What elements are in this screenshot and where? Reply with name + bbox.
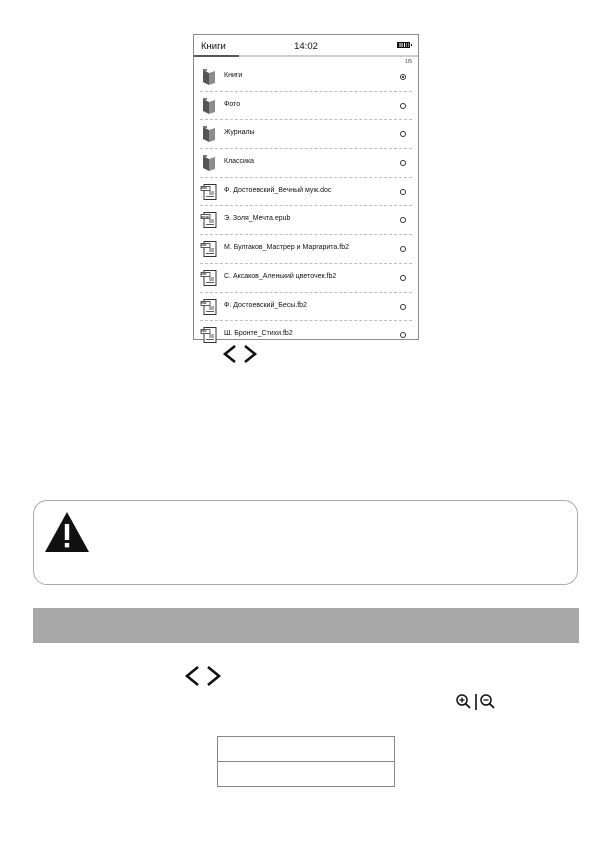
item-label: Ф. Достоевский_Вечный муж.doc [224,186,332,194]
select-radio[interactable] [400,74,406,80]
page-indicator: 1/5 [405,59,412,65]
item-label: Книги [224,72,243,79]
zoom-icons [455,693,501,716]
file-type-badge: FB2 [201,330,207,334]
item-label: Классика [224,158,255,166]
file-type-badge: FB2 [201,244,207,248]
document-icon [200,326,218,344]
item-label: Фото [224,100,241,108]
select-radio[interactable] [400,189,406,195]
document-icon [200,183,218,201]
zoom-out-icon [481,695,494,708]
document-icon [200,240,218,258]
ereader-screen [193,34,419,340]
select-radio[interactable] [400,332,406,338]
list-item[interactable] [200,92,412,121]
select-radio[interactable] [400,217,406,223]
list-item[interactable] [200,120,412,149]
folder-icon [200,125,218,143]
clock: 14:02 [294,41,318,52]
file-type-badge: DOC [201,186,208,190]
select-radio[interactable] [400,246,406,252]
item-label: Журналы [224,129,255,137]
warning-triangle-icon [43,510,91,559]
select-radio[interactable] [400,304,406,310]
document-icon [200,269,218,287]
list-item[interactable] [200,149,412,178]
select-radio[interactable] [400,275,406,281]
file-type-badge: EPUB [201,215,209,219]
folder-icon [200,68,218,86]
file-type-badge: FB2 [201,301,207,305]
document-icon [200,298,218,316]
list-item[interactable] [200,264,412,293]
empty-table [217,736,395,787]
list-item[interactable] [200,63,412,92]
select-radio[interactable] [400,160,406,166]
select-radio[interactable] [400,103,406,109]
file-list [200,63,412,349]
zoom-in-icon [457,695,470,708]
document-icon [200,211,218,229]
select-radio[interactable] [400,131,406,137]
chevron-left-right-icon [183,664,223,688]
progress-bar [194,55,239,57]
list-item[interactable] [200,206,412,235]
item-label: М. Булгаков_Мастрер и Маргарита.fb2 [224,244,350,252]
file-type-badge: FB2 [201,273,207,276]
folder-icon [200,97,218,115]
item-label: Ш. Бронте_Стихи.fb2 [224,330,293,338]
screen-header [194,35,418,57]
chevron-left-right-icon [221,343,259,365]
list-item[interactable] [200,235,412,264]
folder-icon [200,154,218,172]
list-item[interactable] [200,178,412,207]
list-item[interactable] [200,293,412,322]
item-label: Ф. Достоевский_Бесы.fb2 [224,301,307,309]
item-label: Э. Золя_Мечта.epub [224,215,291,223]
table-row [218,737,394,762]
warning-box [33,500,578,585]
screen-title: Книги [201,41,226,52]
item-label: С. Аксаков_Аленький цветочек.fb2 [224,272,337,280]
battery-icon [397,42,410,48]
section-heading-bar [33,608,579,643]
table-row [218,762,394,787]
